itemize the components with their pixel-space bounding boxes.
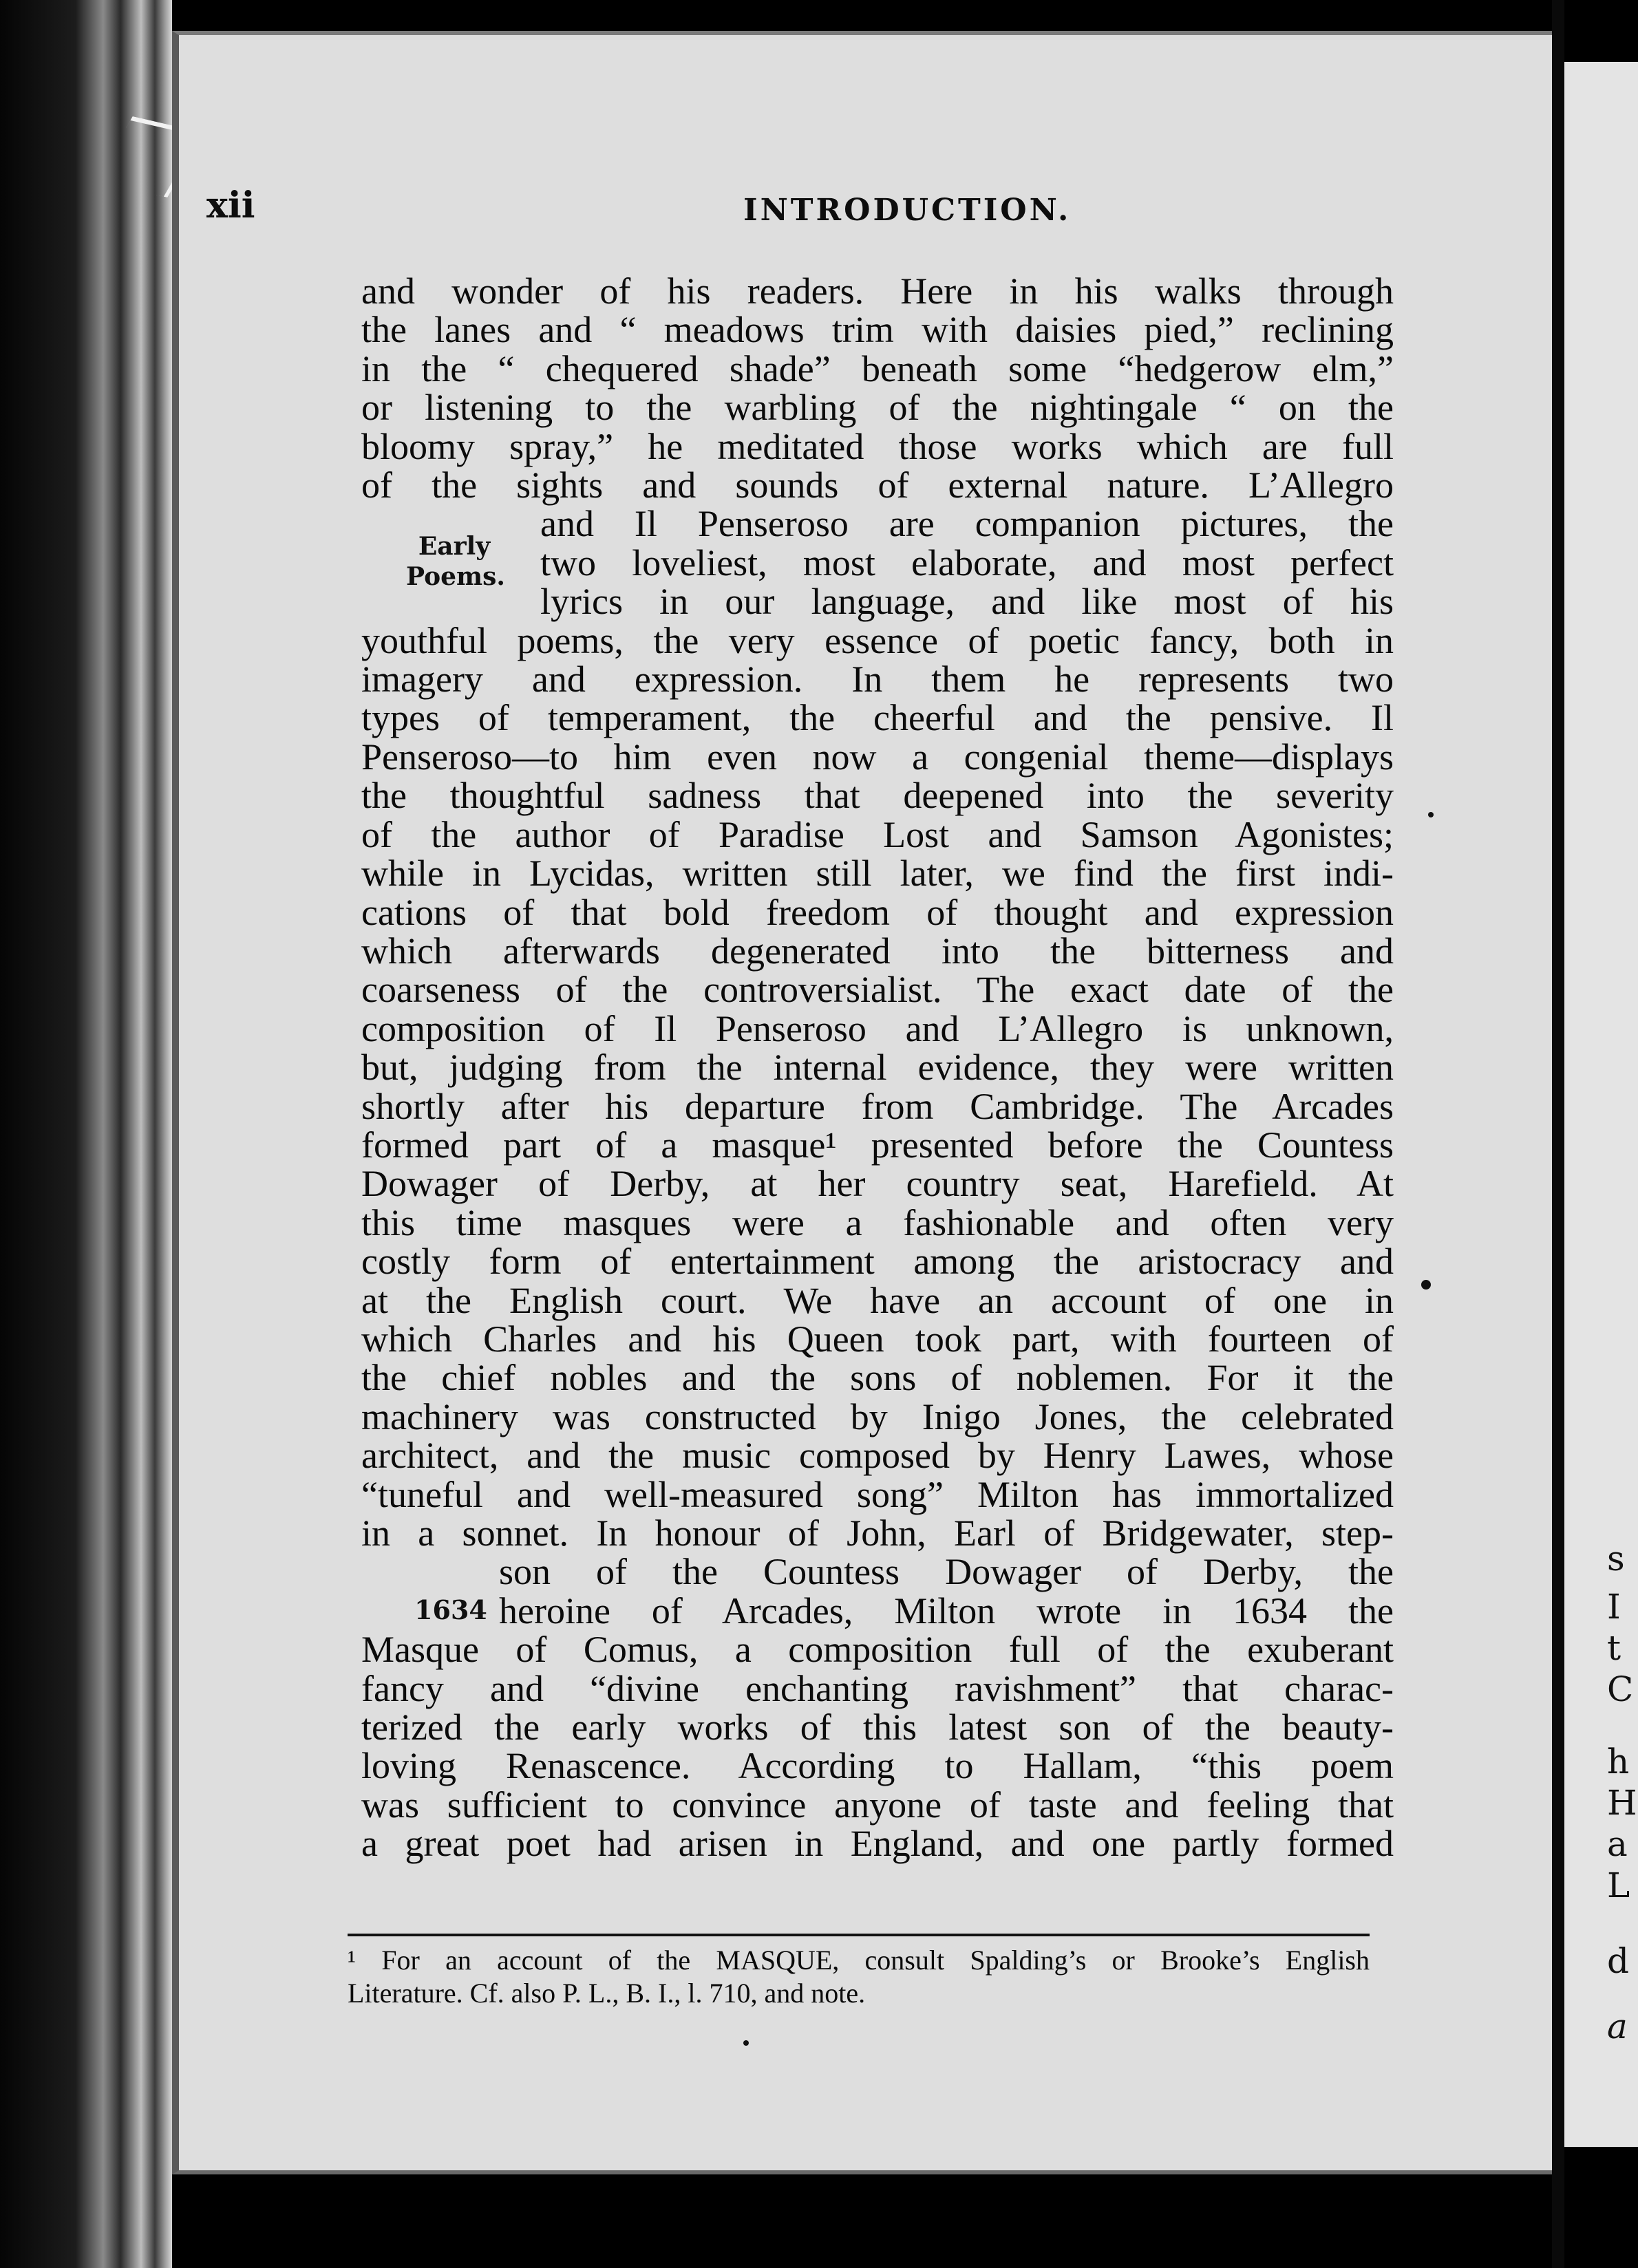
facing-page-letter: d xyxy=(1607,1941,1630,1981)
facing-page-letter: a xyxy=(1607,1824,1628,1864)
text-line: in the “ chequered shade” beneath some “hedgerow elm,” xyxy=(361,347,1394,389)
text-line: and Il Penseroso are companion pictures, the xyxy=(540,503,1394,545)
facing-page-letter: L xyxy=(1607,1865,1630,1905)
text-line: a great poet had arisen in England, and one partly formed xyxy=(361,1823,1394,1865)
text-line: shortly after his departure from Cambridge. The Arcades xyxy=(361,1085,1394,1127)
text-line: Penseroso—to him even now a congenial theme—displays xyxy=(361,736,1394,778)
text-line: terized the early works of this latest son of the beauty- xyxy=(361,1707,1394,1748)
text-line: imagery and expression. In them he represents two xyxy=(361,659,1394,700)
text-line: which afterwards degenerated into the bitterness and xyxy=(361,930,1394,972)
text-line: the thoughtful sadness that deepened into the severity xyxy=(361,775,1394,817)
text-line: but, judging from the internal evidence, they were written xyxy=(361,1047,1394,1089)
text-line: and wonder of his readers. Here in his walks through xyxy=(361,270,1394,312)
text-line: the lanes and “ meadows trim with daisies pied,” reclining xyxy=(361,309,1394,351)
footnote xyxy=(348,1944,1370,2010)
text-line: of the sights and sounds of external nature. L’Allegro xyxy=(361,464,1394,506)
text-line: at the English court. We have an account of one in xyxy=(361,1279,1394,1321)
text-line: lyrics in our language, and like most of his xyxy=(540,581,1394,623)
text-line: coarseness of the controversialist. The exact date of the xyxy=(361,969,1394,1011)
facing-page-letter: t xyxy=(1607,1628,1621,1668)
text-line: loving Renascence. According to Hallam, “this poem xyxy=(361,1745,1394,1787)
text-line: the chief nobles and the sons of noblemen. For it the xyxy=(361,1357,1394,1399)
text-line: bloomy spray,” he meditated those works which are full xyxy=(361,425,1394,467)
margin-note-line: Early xyxy=(418,532,491,561)
text-line: formed part of a masque¹ presented before the Countess xyxy=(361,1124,1394,1166)
facing-page-letter: I xyxy=(1607,1587,1621,1627)
text-line: Dowager of Derby, at her country seat, Harefield. At xyxy=(361,1163,1394,1205)
text-line: of the author of Paradise Lost and Samson Agonistes; xyxy=(361,813,1394,855)
footnote-line: ¹ For an account of the MASQUE, consult Spalding’s or Brooke’s English xyxy=(348,1945,1370,1976)
margin-note-line: Poems. xyxy=(406,562,505,591)
text-line: costly form of entertainment among the aristocracy and xyxy=(361,1241,1394,1283)
page-number: xii xyxy=(206,184,255,226)
facing-page-letter: C xyxy=(1607,1669,1634,1709)
text-line: types of temperament, the cheerful and the pensive. Il xyxy=(361,697,1394,739)
main-body-text xyxy=(361,272,1394,1863)
ink-speck xyxy=(1421,1280,1431,1290)
facing-page-letter: h xyxy=(1607,1742,1630,1782)
text-line: “tuneful and well-measured song” Milton has immortalized xyxy=(361,1473,1394,1515)
text-line: Masque of Comus, a composition full of the exuberant xyxy=(361,1629,1394,1671)
facing-page-letter: s xyxy=(1607,1539,1625,1579)
facing-page-letter: H xyxy=(1607,1783,1637,1823)
text-line: or listening to the warbling of the nightingale “ on the xyxy=(361,387,1394,429)
text-line: two loveliest, most elaborate, and most perfect xyxy=(540,542,1394,584)
page-gutter-edge xyxy=(1552,0,1564,2268)
margin-note-year: 1634 xyxy=(414,1594,487,1625)
text-line: while in Lycidas, written still later, we find the first indi- xyxy=(361,853,1394,895)
ink-speck xyxy=(1428,812,1434,817)
text-line: son of the Countess Dowager of Derby, the xyxy=(499,1551,1394,1593)
text-line: which Charles and his Queen took part, with fourteen of xyxy=(361,1318,1394,1360)
text-line: in a sonnet. In honour of John, Earl of Bridgewater, step- xyxy=(361,1512,1394,1554)
facing-page-letter: a xyxy=(1607,2007,1628,2046)
book-binding xyxy=(0,0,172,2268)
text-line: cations of that bold freedom of thought and expression xyxy=(361,891,1394,933)
text-line: youthful poems, the very essence of poetic fancy, both in xyxy=(361,619,1394,661)
text-line: composition of Il Penseroso and L’Allegro is unknown, xyxy=(361,1007,1394,1049)
text-line: this time masques were a fashionable and often very xyxy=(361,1201,1394,1243)
text-line: fancy and “divine enchanting ravishment” that charac- xyxy=(361,1667,1394,1709)
text-line: machinery was constructed by Inigo Jones, the celebrated xyxy=(361,1395,1394,1437)
running-head: INTRODUCTION. xyxy=(743,193,1072,228)
ink-speck xyxy=(743,2040,749,2046)
footnote-rule xyxy=(348,1934,1370,1936)
footnote-line: Literature. Cf. also P. L., B. I., l. 710, and note. xyxy=(348,1978,866,2009)
text-line: heroine of Arcades, Milton wrote in 1634 the xyxy=(499,1590,1394,1632)
text-line: was sufficient to convince anyone of taste and feeling that xyxy=(361,1784,1394,1826)
text-line: architect, and the music composed by Henry Lawes, whose xyxy=(361,1435,1394,1477)
facing-page-fragment xyxy=(1564,62,1638,2147)
